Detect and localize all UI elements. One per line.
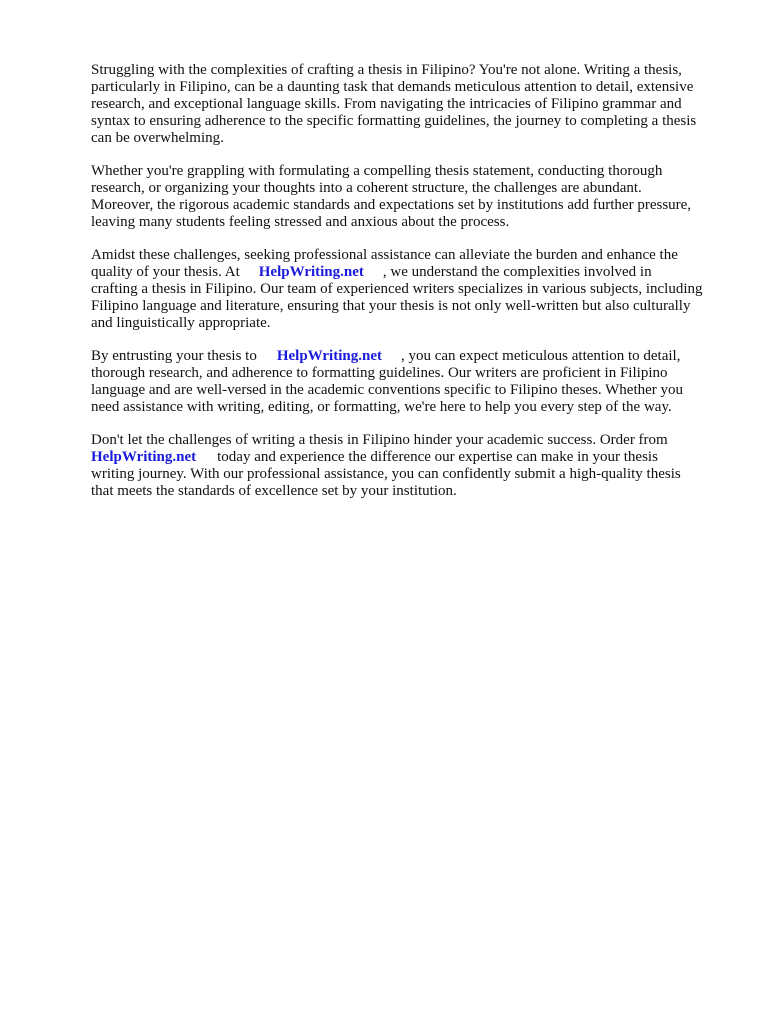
paragraph-2-line-2: research, or organizing your thoughts into a coherent structure, the challenges are abundant. xyxy=(91,180,642,196)
paragraph-3-text-after-link: , we understand the complexities involved in xyxy=(382,264,652,280)
paragraph-1-line-5: can be overwhelming. xyxy=(91,130,224,146)
paragraph-3-line-1: Amidst these challenges, seeking professional assistance can alleviate the burden and enhance the xyxy=(91,247,678,263)
paragraph-3-line-2 xyxy=(91,263,652,281)
paragraph-1-line-4: syntax to ensuring adherence to the specific formatting guidelines, the journey to completing a thesis xyxy=(91,113,697,129)
paragraph-3-text-before-link: quality of your thesis. At xyxy=(91,264,240,280)
paragraph-5-line-1: Don't let the challenges of writing a thesis in Filipino hinder your academic success. Order from xyxy=(91,432,668,448)
paragraph-5-text-after-link: today and experience the difference our expertise can make in your thesis xyxy=(217,449,658,465)
paragraph-4-line-1 xyxy=(91,347,680,365)
paragraph-4-line-3: language and are well-versed in the academic conventions specific to Filipino theses. Whether you xyxy=(91,382,684,398)
paragraph-4-text-before-link: By entrusting your thesis to xyxy=(91,348,257,364)
paragraph-2-line-1: Whether you're grappling with formulating a compelling thesis statement, conducting thorough xyxy=(91,163,663,179)
paragraph-3-line-3: crafting a thesis in Filipino. Our team of experienced writers specializes in various subjects, including xyxy=(91,281,703,297)
paragraph-5-line-2 xyxy=(91,448,658,466)
helpwriting-link-2[interactable]: HelpWriting.net xyxy=(276,348,382,364)
paragraph-5-line-3: writing journey. With our professional assistance, you can confidently submit a high-quality thesis xyxy=(91,466,681,482)
paragraph-2-line-3: Moreover, the rigorous academic standards and expectations set by institutions add further pressure, xyxy=(91,197,692,213)
paragraph-3-line-5: and linguistically appropriate. xyxy=(91,315,271,331)
paragraph-1-line-1: Struggling with the complexities of crafting a thesis in Filipino? You're not alone. Writing a thesis, xyxy=(91,62,682,78)
paragraph-1-line-3: research, and exceptional language skills. From navigating the intricacies of Filipino grammar and xyxy=(91,96,682,112)
paragraph-3-line-4: Filipino language and literature, ensuring that your thesis is not only well-written but also culturally xyxy=(91,298,691,314)
paragraph-4-line-4: need assistance with writing, editing, or formatting, we're here to help you every step of the way. xyxy=(91,399,672,415)
helpwriting-link-1[interactable]: HelpWriting.net xyxy=(258,264,364,280)
helpwriting-link-3[interactable]: HelpWriting.net xyxy=(91,449,197,465)
paragraph-2-line-4: leaving many students feeling stressed and anxious about the process. xyxy=(91,214,510,230)
paragraph-4-line-2: thorough research, and adherence to formatting guidelines. Our writers are proficient in Filipino xyxy=(91,365,668,381)
paragraph-5-line-4: that meets the standards of excellence set by your institution. xyxy=(91,483,457,499)
paragraph-4-text-after-link: , you can expect meticulous attention to detail, xyxy=(400,348,681,364)
paragraph-1-line-2: particularly in Filipino, can be a daunting task that demands meticulous attention to detail, extensive xyxy=(91,79,694,95)
